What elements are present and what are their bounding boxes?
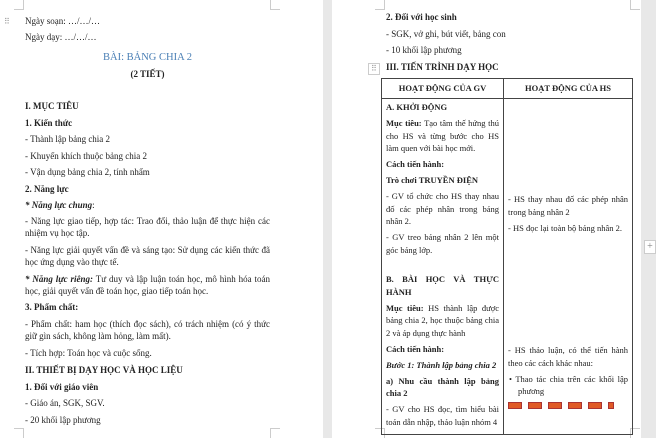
text-line: - 20 khối lập phương <box>25 415 101 425</box>
cube-pair <box>528 402 542 409</box>
text-line: - Vận dụng bảng chia 2, tính nhẩm <box>25 167 150 177</box>
cube-pair <box>548 402 562 409</box>
procedure-label: Cách tiến hành: <box>386 343 445 354</box>
subheading: 2. Đối với học sinh <box>386 12 457 22</box>
section-title: B. BÀI HỌC VÀ THỰC HÀNH <box>386 274 499 297</box>
text: - GV treo bảng nhân 2 lên một góc bảng lớp. <box>386 232 499 255</box>
text: - HS thay nhau đố các phép nhân trong bảng nhân 2 <box>508 194 628 217</box>
game-title: Trò chơi TRUYỀN ĐIỆN <box>386 175 478 185</box>
text-line: - Thành lập bảng chia 2 <box>25 134 111 144</box>
paragraph <box>25 273 270 297</box>
cube-pair <box>608 402 614 409</box>
lesson-title: BÀI: BẢNG CHIA 2 <box>103 52 192 63</box>
cube-pair <box>568 402 582 409</box>
cube-pair <box>588 402 602 409</box>
table-move-handle-icon[interactable]: ⠿ <box>368 63 380 75</box>
activity-table <box>381 78 633 435</box>
teacher-cell <box>382 99 504 435</box>
label: * Năng lực riêng: <box>25 274 93 284</box>
page-right <box>332 0 653 438</box>
step-title: Bước 1: Thành lập bảng chia 2 <box>386 359 497 370</box>
label: * Năng lực chung <box>25 200 93 210</box>
heading: III. TIẾN TRÌNH DẠY HỌC <box>386 62 499 72</box>
text: Tạo tâm thế hứng thú cho HS và từng bước cho HS làm quen với bài học mới. <box>386 118 499 153</box>
margin-corner <box>375 0 385 10</box>
section-title: A. KHỞI ĐỘNG <box>386 102 448 112</box>
header-student: HOẠT ĐỘNG CỦA HS <box>504 79 633 99</box>
page-left <box>0 0 323 438</box>
text: Thao tác chia trên các khối lập phương <box>515 373 628 396</box>
subheading: 3. Phẩm chất: <box>25 302 79 312</box>
student-cell <box>504 99 633 435</box>
text-line: - Khuyến khích thuộc bảng chia 2 <box>25 151 147 161</box>
date-prepared: Ngày soạn: …/…/… <box>25 16 100 26</box>
table-header-row <box>382 79 633 99</box>
paragraph: - Phẩm chất: ham học (thích đọc sách), có trách nhiệm (có ý thức giữ gìn sách, không làm hỏng, làm mất). <box>25 319 270 341</box>
text-line: - SGK, vở ghi, bút viết, bảng con <box>386 29 506 39</box>
subheading: 1. Đối với giáo viên <box>25 382 99 392</box>
add-row-plus-icon[interactable]: + <box>644 240 656 254</box>
paragraph: - Năng lực giao tiếp, hợp tác: Trao đổi, thảo luận để thực hiện các nhiệm vụ học tập. <box>25 216 270 238</box>
text: - GV cho HS đọc, tìm hiểu bài toán dẫn nhập, thảo luận nhóm 4 <box>386 404 499 427</box>
objective <box>386 117 499 155</box>
label: Mục tiêu: <box>386 302 424 313</box>
heading: II. THIẾT BỊ DẠY HỌC VÀ HỌC LIỆU <box>25 365 183 375</box>
heading: I. MỤC TIÊU <box>25 101 79 111</box>
date-taught: Ngày dạy: …/…/… <box>25 32 97 42</box>
margin-corner <box>14 428 24 438</box>
objective <box>386 302 499 340</box>
colon: : <box>92 200 95 210</box>
sub-step-title: a) Nhu cầu thành lập bảng chia 2 <box>386 375 499 398</box>
label: Mục tiêu: <box>386 118 422 128</box>
cube-illustration <box>508 402 628 409</box>
margin-corner <box>270 0 280 10</box>
subheading: 1. Kiến thức <box>25 118 73 128</box>
text: - HS thảo luận, có thể tiến hành theo các cách khác nhau: <box>508 345 628 368</box>
lesson-subtitle: (2 TIẾT) <box>130 69 165 79</box>
cube-pair <box>508 402 522 409</box>
margin-corner <box>630 0 640 10</box>
text-line: - Giáo án, SGK, SGV. <box>25 398 105 408</box>
margin-corner <box>270 428 280 438</box>
margin-corner <box>14 0 24 10</box>
table-row <box>382 99 633 435</box>
text-line: - 10 khối lập phương <box>386 45 462 55</box>
drag-handle-icon[interactable]: ⠿ <box>4 17 10 26</box>
text: HS thành lập được bảng chia 2, học thuộc bảng chia 2 và áp dụng thực hành <box>386 302 500 338</box>
text-line: - Tích hợp: Toán học và cuộc sống. <box>25 348 152 358</box>
header-teacher: HOẠT ĐỘNG CỦA GV <box>382 79 504 99</box>
text-line <box>25 199 95 211</box>
text: Tư duy và lập luận toán học, mô hình hóa toán học, giải quyết vấn đề toán học, giao tiếp toán học. <box>25 274 270 296</box>
procedure-label: Cách tiến hành: <box>386 159 445 169</box>
subheading: 2. Năng lực <box>25 184 69 194</box>
text: - GV tổ chức cho HS thay nhau đố các phép nhân trong bảng nhân 2. <box>386 191 499 226</box>
bullet-item: • Thao tác chia trên các khối lập phương <box>509 373 628 396</box>
text: - HS đọc lại toàn bộ bảng nhân 2. <box>508 222 623 233</box>
paragraph: - Năng lực giải quyết vấn đề và sáng tạo: Sử dụng các kiến thức đã học ứng dụng vào thực tế. <box>25 245 270 267</box>
